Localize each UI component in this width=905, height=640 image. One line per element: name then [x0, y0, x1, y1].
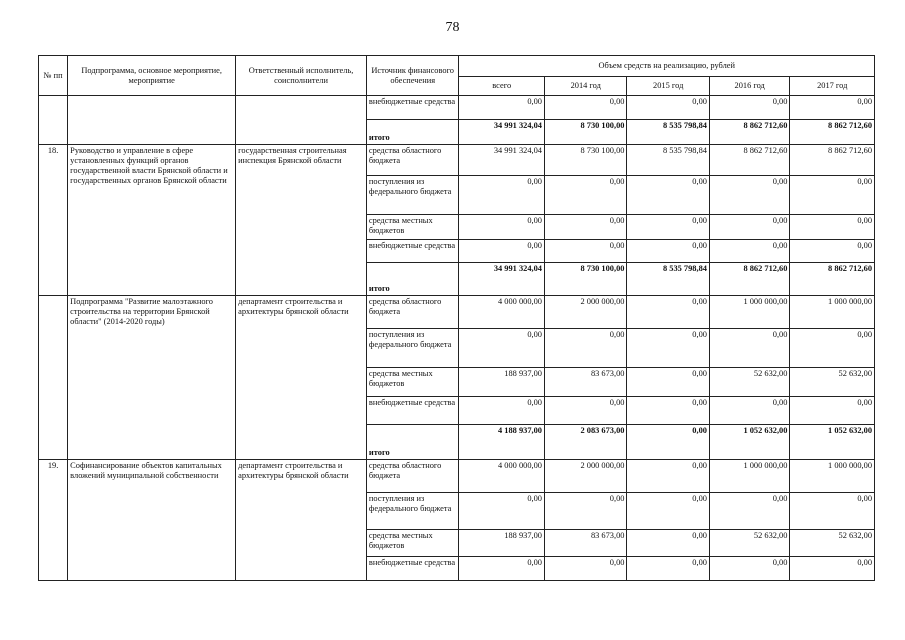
amount-2015: 0,00 — [627, 240, 709, 263]
amount-2017: 0,00 — [790, 240, 875, 263]
amount-2015: 0,00 — [627, 176, 709, 215]
funding-source: средства областного бюджета — [366, 460, 459, 493]
amount-2014: 0,00 — [544, 215, 626, 240]
amount-2017: 0,00 — [790, 176, 875, 215]
program-name: Софинансирование объектов капитальных вложений муниципальной собственности — [68, 460, 236, 581]
funding-source: внебюджетные средства — [366, 397, 459, 425]
amount-total: 0,00 — [459, 493, 545, 530]
amount-2017: 1 000 000,00 — [790, 460, 875, 493]
funding-source: итого — [366, 425, 459, 460]
amount-2016: 1 000 000,00 — [709, 460, 789, 493]
amount-2014: 8 730 100,00 — [544, 263, 626, 296]
amount-total: 188 937,00 — [459, 368, 545, 397]
amount-total: 0,00 — [459, 329, 545, 368]
amount-2017: 8 862 712,60 — [790, 263, 875, 296]
header-2017: 2017 год — [790, 77, 875, 96]
executor-name — [236, 96, 367, 145]
program-name: Руководство и управление в сфере установленных функций органов государственной власти Брянской области и государственных органов Брянской области — [68, 145, 236, 296]
amount-total: 4 188 937,00 — [459, 425, 545, 460]
header-program: Подпрограмма, основное мероприятие, мероприятие — [68, 56, 236, 96]
funding-source: средства местных бюджетов — [366, 368, 459, 397]
amount-2014: 0,00 — [544, 176, 626, 215]
header-2015: 2015 год — [627, 77, 709, 96]
amount-2017: 0,00 — [790, 493, 875, 530]
amount-2015: 0,00 — [627, 368, 709, 397]
page-number: 78 — [445, 20, 460, 35]
amount-2016: 52 632,00 — [709, 530, 789, 557]
amount-2017: 8 862 712,60 — [790, 120, 875, 145]
amount-2016: 0,00 — [709, 397, 789, 425]
table-row — [39, 145, 875, 176]
executor-name: департамент строительства и архитектуры брянской области — [236, 296, 367, 460]
header-no: № пп — [39, 56, 68, 96]
amount-2016: 1 052 632,00 — [709, 425, 789, 460]
amount-total: 0,00 — [459, 215, 545, 240]
amount-2015: 8 535 798,84 — [627, 145, 709, 176]
funding-source: итого — [366, 120, 459, 145]
amount-2016: 52 632,00 — [709, 368, 789, 397]
header-source: Источник финансового обеспечения — [366, 56, 459, 96]
row-number — [39, 296, 68, 460]
row-number — [39, 96, 68, 145]
program-name: Подпрограмма "Развитие малоэтажного строительства на территории Брянской области" (2014-2020 годы) — [68, 296, 236, 460]
funding-source: итого — [366, 263, 459, 296]
header-2014: 2014 год — [544, 77, 626, 96]
funding-source: поступления из федерального бюджета — [366, 329, 459, 368]
amount-2014: 2 000 000,00 — [544, 460, 626, 493]
amount-2015: 0,00 — [627, 96, 709, 120]
amount-total: 0,00 — [459, 397, 545, 425]
header-2016: 2016 год — [709, 77, 789, 96]
program-name — [68, 96, 236, 145]
table-body — [39, 96, 875, 581]
header-executor: Ответственный исполнитель, соисполнители — [236, 56, 367, 96]
amount-2016: 0,00 — [709, 176, 789, 215]
amount-2015: 8 535 798,84 — [627, 263, 709, 296]
amount-2014: 83 673,00 — [544, 368, 626, 397]
amount-2017: 0,00 — [790, 96, 875, 120]
amount-2015: 0,00 — [627, 296, 709, 329]
amount-total: 34 991 324,04 — [459, 145, 545, 176]
table-row — [39, 96, 875, 120]
amount-2017: 52 632,00 — [790, 530, 875, 557]
amount-2014: 0,00 — [544, 397, 626, 425]
amount-2017: 8 862 712,60 — [790, 145, 875, 176]
amount-2017: 1 052 632,00 — [790, 425, 875, 460]
amount-2017: 1 000 000,00 — [790, 296, 875, 329]
amount-2014: 2 083 673,00 — [544, 425, 626, 460]
amount-2015: 0,00 — [627, 493, 709, 530]
amount-2017: 0,00 — [790, 215, 875, 240]
header-funds: Объем средств на реализацию, рублей — [459, 56, 875, 77]
amount-2016: 0,00 — [709, 493, 789, 530]
funding-source: поступления из федерального бюджета — [366, 176, 459, 215]
amount-2014: 2 000 000,00 — [544, 296, 626, 329]
amount-total: 0,00 — [459, 96, 545, 120]
amount-2016: 0,00 — [709, 557, 789, 581]
amount-2016: 1 000 000,00 — [709, 296, 789, 329]
amount-2014: 0,00 — [544, 96, 626, 120]
amount-2015: 0,00 — [627, 530, 709, 557]
funding-table — [38, 55, 875, 581]
table-row — [39, 296, 875, 329]
funding-source: внебюджетные средства — [366, 240, 459, 263]
row-number: 19. — [39, 460, 68, 581]
amount-2016: 0,00 — [709, 329, 789, 368]
amount-2015: 0,00 — [627, 460, 709, 493]
table-row — [39, 460, 875, 493]
row-number: 18. — [39, 145, 68, 296]
amount-2015: 0,00 — [627, 557, 709, 581]
amount-2016: 8 862 712,60 — [709, 263, 789, 296]
amount-2017: 0,00 — [790, 329, 875, 368]
amount-2014: 83 673,00 — [544, 530, 626, 557]
amount-2015: 0,00 — [627, 397, 709, 425]
amount-2014: 8 730 100,00 — [544, 120, 626, 145]
amount-total: 34 991 324,04 — [459, 263, 545, 296]
amount-2017: 52 632,00 — [790, 368, 875, 397]
amount-total: 0,00 — [459, 176, 545, 215]
amount-total: 4 000 000,00 — [459, 296, 545, 329]
funding-source: поступления из федерального бюджета — [366, 493, 459, 530]
amount-total: 0,00 — [459, 240, 545, 263]
funding-source: средства областного бюджета — [366, 296, 459, 329]
amount-total: 0,00 — [459, 557, 545, 581]
table-header — [39, 56, 875, 96]
amount-2014: 8 730 100,00 — [544, 145, 626, 176]
executor-name: департамент строительства и архитектуры брянской области — [236, 460, 367, 581]
amount-total: 34 991 324,04 — [459, 120, 545, 145]
funding-source: средства областного бюджета — [366, 145, 459, 176]
amount-2017: 0,00 — [790, 397, 875, 425]
amount-total: 188 937,00 — [459, 530, 545, 557]
amount-2015: 0,00 — [627, 425, 709, 460]
amount-2016: 0,00 — [709, 96, 789, 120]
amount-2014: 0,00 — [544, 240, 626, 263]
amount-2015: 8 535 798,84 — [627, 120, 709, 145]
funding-source: средства местных бюджетов — [366, 215, 459, 240]
amount-2015: 0,00 — [627, 215, 709, 240]
executor-name: государственная строительная инспекция Брянской области — [236, 145, 367, 296]
funding-source: средства местных бюджетов — [366, 530, 459, 557]
amount-2016: 8 862 712,60 — [709, 145, 789, 176]
amount-2016: 0,00 — [709, 215, 789, 240]
amount-2015: 0,00 — [627, 329, 709, 368]
amount-2014: 0,00 — [544, 329, 626, 368]
header-total: всего — [459, 77, 545, 96]
amount-2014: 0,00 — [544, 557, 626, 581]
funding-source: внебюджетные средства — [366, 557, 459, 581]
amount-total: 4 000 000,00 — [459, 460, 545, 493]
amount-2016: 8 862 712,60 — [709, 120, 789, 145]
amount-2014: 0,00 — [544, 493, 626, 530]
funding-source: внебюджетные средства — [366, 96, 459, 120]
amount-2016: 0,00 — [709, 240, 789, 263]
amount-2017: 0,00 — [790, 557, 875, 581]
